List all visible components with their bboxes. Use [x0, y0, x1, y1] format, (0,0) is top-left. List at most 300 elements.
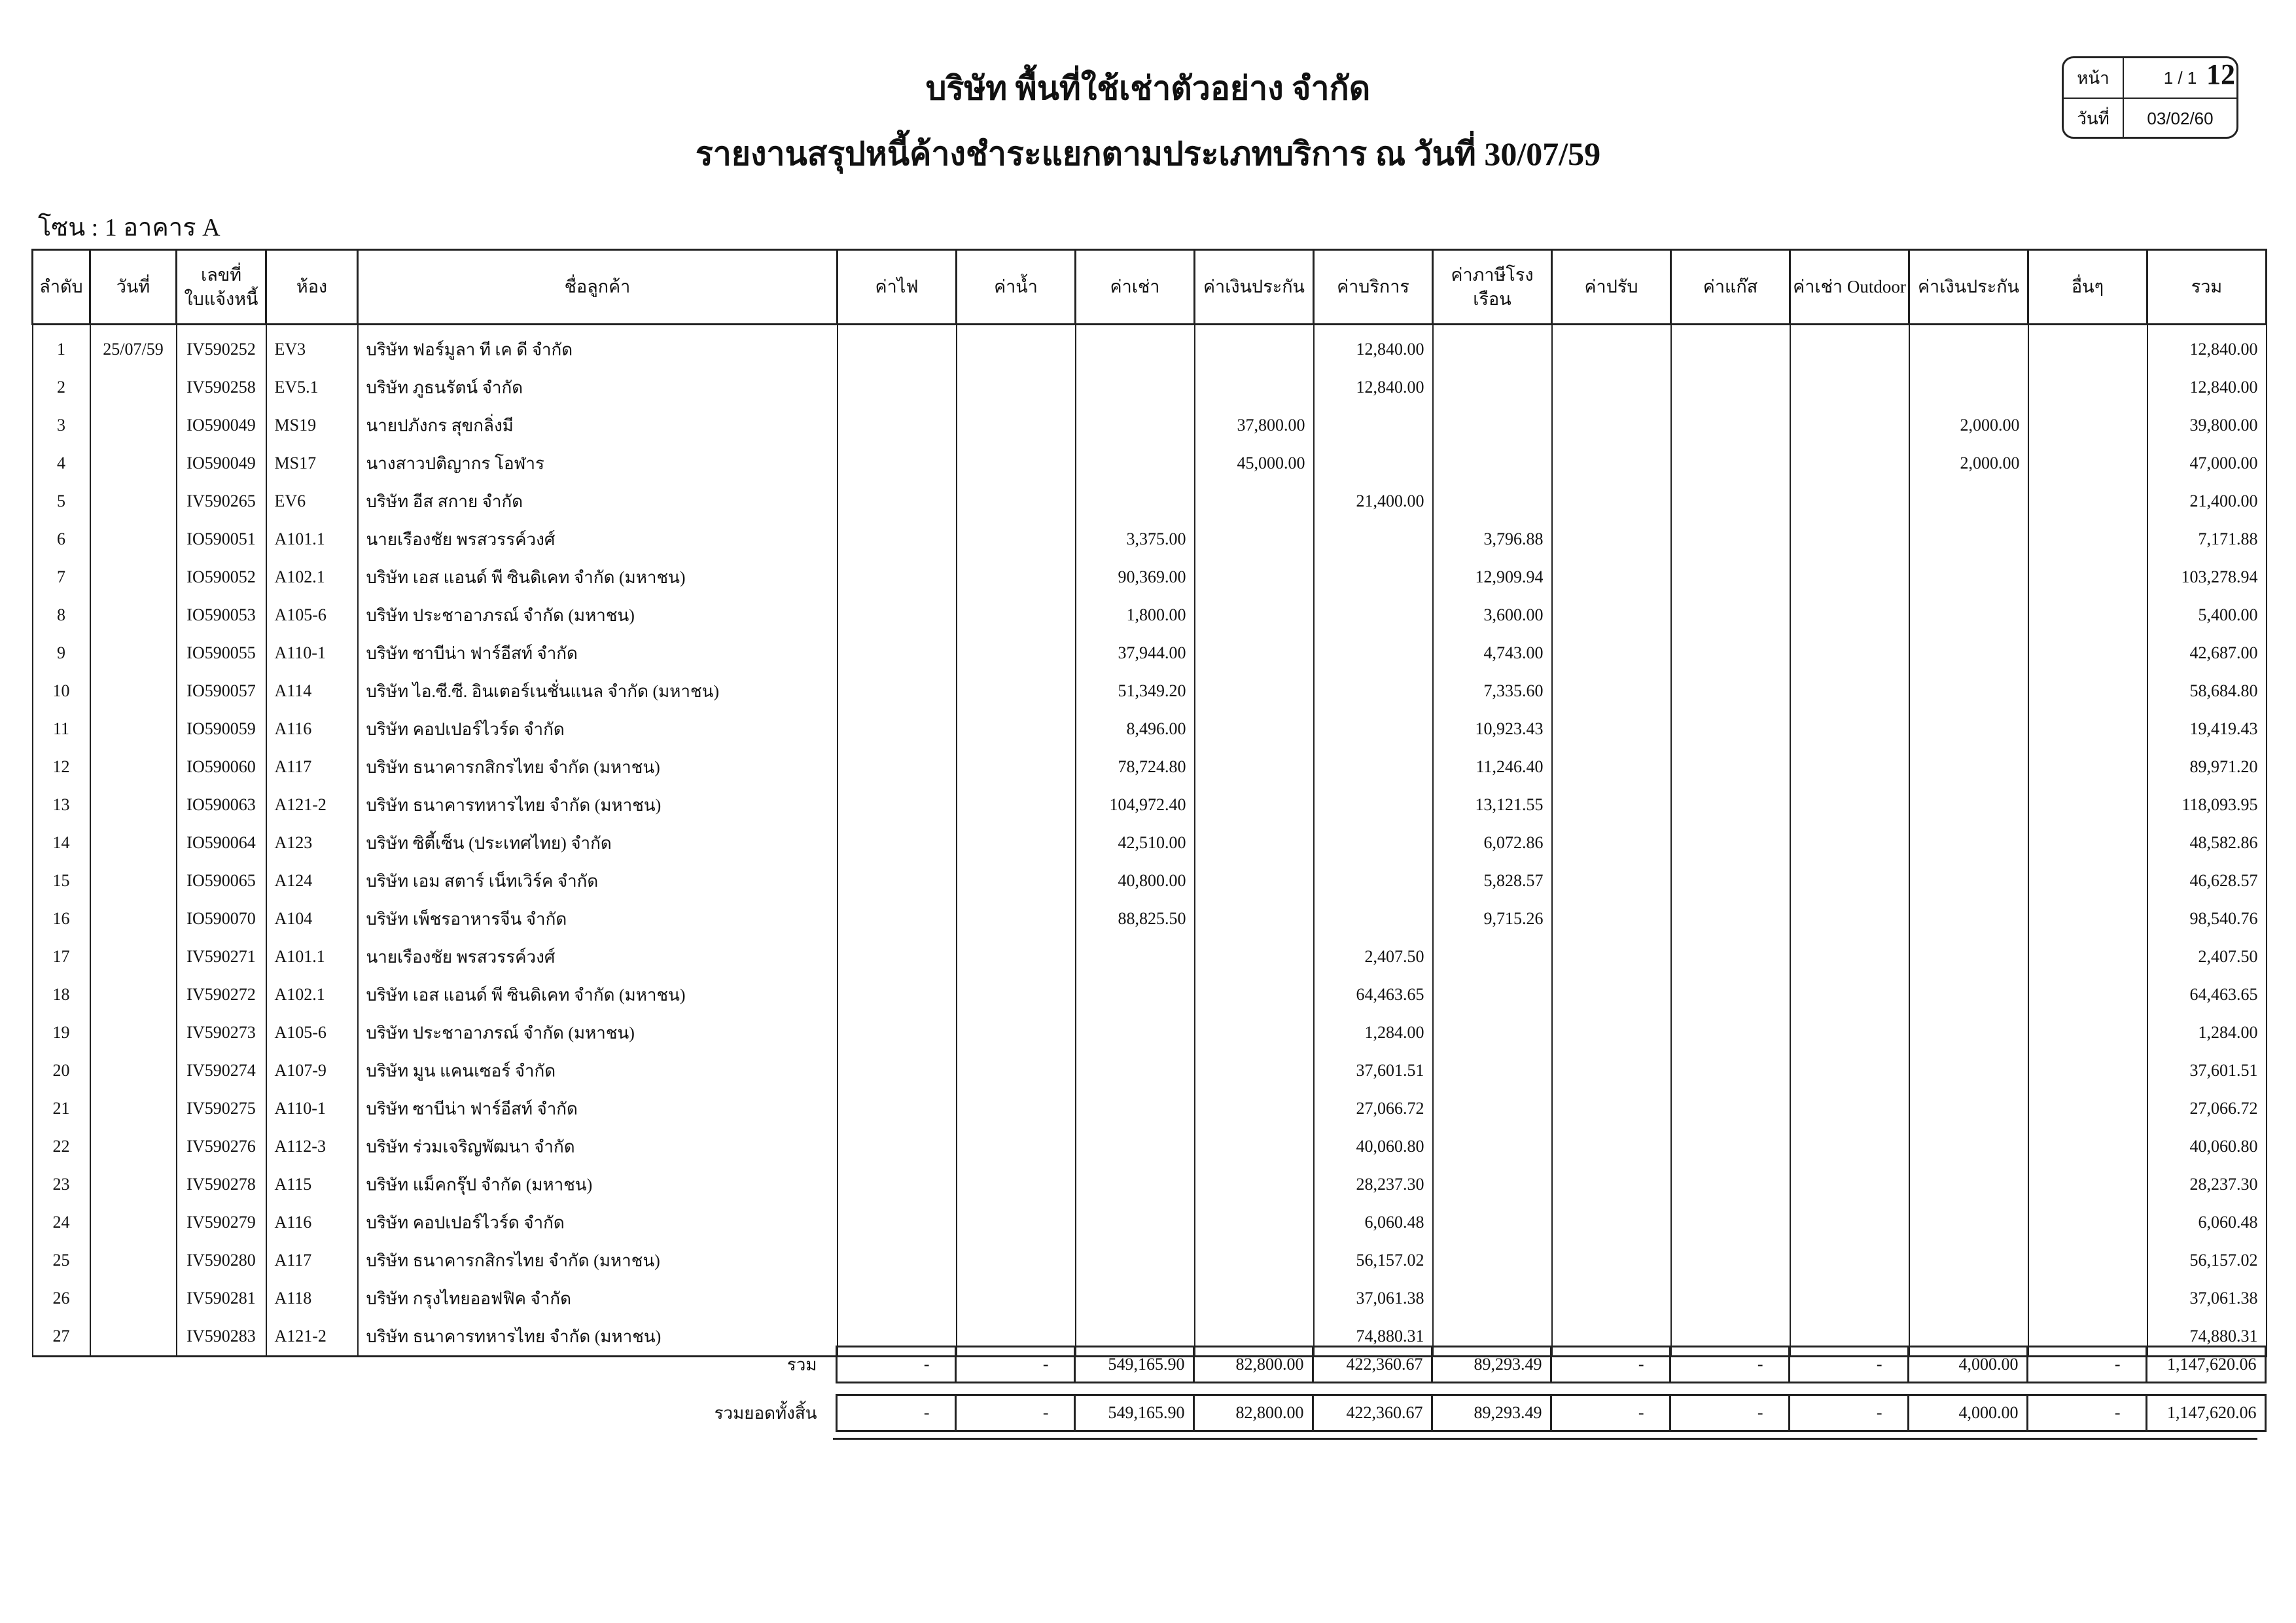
row-no: 25: [33, 1241, 90, 1279]
row-doc-no: IO590055: [177, 634, 266, 672]
row-rent: 88,825.50: [1076, 900, 1195, 938]
row-date: [90, 1204, 177, 1241]
row-customer: บริษัท เอส แอนด์ พี ซินดิเคท จำกัด (มหาชน): [358, 558, 838, 596]
row-date: [90, 1090, 177, 1128]
row-service: [1314, 824, 1433, 862]
row-rent: 42,510.00: [1076, 824, 1195, 862]
row-deposit-2: [1909, 520, 2028, 558]
row-customer: นายเรืองชัย พรสวรรค์วงศ์: [358, 938, 838, 976]
row-electricity: [838, 368, 957, 406]
row-property-tax: 6,072.86: [1433, 824, 1552, 862]
row-other: [2028, 1279, 2147, 1317]
row-other: [2028, 824, 2147, 862]
row-customer: บริษัท ภูธนรัตน์ จำกัด: [358, 368, 838, 406]
row-service: [1314, 862, 1433, 900]
row-date: [90, 710, 177, 748]
table-row: [33, 558, 2267, 596]
date-row: [2064, 99, 2236, 138]
row-doc-no: IO590070: [177, 900, 266, 938]
row-electricity: [838, 1166, 957, 1204]
grand-total-outdoor-rent: -: [1789, 1395, 1908, 1431]
row-gas: [1671, 710, 1790, 748]
row-room: A110-1: [266, 1090, 358, 1128]
row-deposit: [1195, 596, 1314, 634]
row-no: 15: [33, 862, 90, 900]
row-no: 18: [33, 976, 90, 1014]
row-fine: [1552, 1204, 1671, 1241]
row-doc-no: IV590272: [177, 976, 266, 1014]
row-no: 6: [33, 520, 90, 558]
row-room: A105-6: [266, 596, 358, 634]
col-rent: ค่าเช่า: [1076, 250, 1195, 325]
row-rent: 40,800.00: [1076, 862, 1195, 900]
row-no: 14: [33, 824, 90, 862]
row-deposit: [1195, 482, 1314, 520]
row-water: [957, 325, 1076, 369]
row-water: [957, 1052, 1076, 1090]
row-deposit-2: [1909, 748, 2028, 786]
row-customer: นายเรืองชัย พรสวรรค์วงศ์: [358, 520, 838, 558]
row-room: A121-2: [266, 1317, 358, 1357]
row-service: [1314, 748, 1433, 786]
row-deposit: [1195, 634, 1314, 672]
row-deposit: [1195, 672, 1314, 710]
row-rent: [1076, 406, 1195, 444]
row-date: [90, 900, 177, 938]
row-total: 6,060.48: [2147, 1204, 2267, 1241]
grand-total-deposit-2: 4,000.00: [1908, 1395, 2027, 1431]
row-electricity: [838, 710, 957, 748]
row-property-tax: [1433, 325, 1552, 369]
row-gas: [1671, 1128, 1790, 1166]
row-total: 12,840.00: [2147, 368, 2267, 406]
row-no: 27: [33, 1317, 90, 1357]
row-other: [2028, 1014, 2147, 1052]
row-date: [90, 634, 177, 672]
row-date: [90, 520, 177, 558]
row-service: 64,463.65: [1314, 976, 1433, 1014]
row-property-tax: 9,715.26: [1433, 900, 1552, 938]
row-room: MS19: [266, 406, 358, 444]
row-deposit: [1195, 1279, 1314, 1317]
row-doc-no: IO590059: [177, 710, 266, 748]
row-no: 21: [33, 1090, 90, 1128]
row-fine: [1552, 1014, 1671, 1052]
row-doc-no: IV590283: [177, 1317, 266, 1357]
row-deposit-2: [1909, 558, 2028, 596]
row-gas: [1671, 862, 1790, 900]
debt-table: [31, 249, 2267, 1357]
col-fine: ค่าปรับ: [1552, 250, 1671, 325]
row-date: [90, 482, 177, 520]
row-deposit-2: [1909, 596, 2028, 634]
row-other: [2028, 520, 2147, 558]
row-outdoor-rent: [1790, 596, 1909, 634]
col-service: ค่าบริการ: [1314, 250, 1433, 325]
row-total: 12,840.00: [2147, 325, 2267, 369]
row-water: [957, 976, 1076, 1014]
row-deposit: [1195, 748, 1314, 786]
row-rent: [1076, 1014, 1195, 1052]
subtotal-water: -: [955, 1347, 1074, 1383]
row-electricity: [838, 444, 957, 482]
row-doc-no: IO590065: [177, 862, 266, 900]
table-row: [33, 368, 2267, 406]
row-deposit: 37,800.00: [1195, 406, 1314, 444]
row-water: [957, 1241, 1076, 1279]
row-gas: [1671, 824, 1790, 862]
row-gas: [1671, 368, 1790, 406]
row-customer: บริษัท ประชาอาภรณ์ จำกัด (มหาชน): [358, 1014, 838, 1052]
row-deposit: [1195, 1241, 1314, 1279]
row-outdoor-rent: [1790, 1090, 1909, 1128]
table-header-row: [33, 250, 2267, 325]
row-fine: [1552, 558, 1671, 596]
row-other: [2028, 368, 2147, 406]
row-electricity: [838, 900, 957, 938]
row-total: 37,601.51: [2147, 1052, 2267, 1090]
row-rent: [1076, 444, 1195, 482]
row-property-tax: [1433, 976, 1552, 1014]
row-deposit-2: [1909, 1279, 2028, 1317]
row-doc-no: IV590274: [177, 1052, 266, 1090]
row-total: 58,684.80: [2147, 672, 2267, 710]
row-service: 37,601.51: [1314, 1052, 1433, 1090]
row-service: 12,840.00: [1314, 325, 1433, 369]
row-no: 3: [33, 406, 90, 444]
subtotal-total: 1,147,620.06: [2146, 1347, 2265, 1383]
row-water: [957, 558, 1076, 596]
row-fine: [1552, 976, 1671, 1014]
grand-total-electricity: -: [836, 1395, 955, 1431]
row-customer: บริษัท แม็คกรุ๊ป จำกัด (มหาชน): [358, 1166, 838, 1204]
row-water: [957, 1014, 1076, 1052]
row-fine: [1552, 325, 1671, 369]
row-other: [2028, 1241, 2147, 1279]
row-electricity: [838, 1052, 957, 1090]
row-no: 17: [33, 938, 90, 976]
row-outdoor-rent: [1790, 900, 1909, 938]
row-electricity: [838, 634, 957, 672]
row-customer: บริษัท อีส สกาย จำกัด: [358, 482, 838, 520]
row-doc-no: IO590064: [177, 824, 266, 862]
row-date: [90, 786, 177, 824]
row-other: [2028, 672, 2147, 710]
row-room: A110-1: [266, 634, 358, 672]
row-no: 2: [33, 368, 90, 406]
row-no: 22: [33, 1128, 90, 1166]
row-deposit-2: [1909, 900, 2028, 938]
row-fine: [1552, 1166, 1671, 1204]
row-water: [957, 634, 1076, 672]
table-row: [33, 900, 2267, 938]
row-electricity: [838, 1128, 957, 1166]
row-property-tax: [1433, 406, 1552, 444]
row-total: 42,687.00: [2147, 634, 2267, 672]
row-customer: บริษัท ฟอร์มูลา ที เค ดี จำกัด: [358, 325, 838, 369]
row-property-tax: [1433, 1052, 1552, 1090]
row-rent: [1076, 938, 1195, 976]
row-deposit: [1195, 1014, 1314, 1052]
row-water: [957, 596, 1076, 634]
table-row: [33, 1204, 2267, 1241]
row-other: [2028, 1128, 2147, 1166]
page-number-large: 12: [2206, 58, 2235, 90]
row-doc-no: IO590052: [177, 558, 266, 596]
row-room: A114: [266, 672, 358, 710]
grand-total-service: 422,360.67: [1313, 1395, 1432, 1431]
row-other: [2028, 1090, 2147, 1128]
row-doc-no: IO590053: [177, 596, 266, 634]
row-property-tax: [1433, 1128, 1552, 1166]
row-total: 47,000.00: [2147, 444, 2267, 482]
row-room: A105-6: [266, 1014, 358, 1052]
row-total: 7,171.88: [2147, 520, 2267, 558]
table-row: [33, 444, 2267, 482]
row-room: A112-3: [266, 1128, 358, 1166]
col-room: ห้อง: [266, 250, 358, 325]
row-deposit-2: [1909, 1166, 2028, 1204]
row-customer: บริษัท ซาบีน่า ฟาร์อีสท์ จำกัด: [358, 1090, 838, 1128]
row-rent: [1076, 482, 1195, 520]
row-electricity: [838, 672, 957, 710]
row-date: [90, 1052, 177, 1090]
subtotal-electricity: -: [836, 1347, 955, 1383]
row-outdoor-rent: [1790, 1241, 1909, 1279]
row-deposit: [1195, 976, 1314, 1014]
row-doc-no: IV590278: [177, 1166, 266, 1204]
col-customer: ชื่อลูกค้า: [358, 250, 838, 325]
row-rent: 1,800.00: [1076, 596, 1195, 634]
table-row: [33, 1166, 2267, 1204]
row-rent: [1076, 1052, 1195, 1090]
row-total: 46,628.57: [2147, 862, 2267, 900]
row-water: [957, 444, 1076, 482]
print-date: 03/02/60: [2147, 109, 2214, 128]
row-customer: นายปภังกร สุขกลิ่งมี: [358, 406, 838, 444]
row-deposit-2: 2,000.00: [1909, 406, 2028, 444]
row-date: [90, 1241, 177, 1279]
table-row: [33, 938, 2267, 976]
row-property-tax: [1433, 1090, 1552, 1128]
col-doc-no-line2: ใบแจ้งหนี้: [184, 289, 258, 309]
row-date: [90, 1279, 177, 1317]
row-total: 103,278.94: [2147, 558, 2267, 596]
row-deposit: [1195, 520, 1314, 558]
grand-total-property-tax: 89,293.49: [1432, 1395, 1551, 1431]
row-customer: บริษัท เอส แอนด์ พี ซินดิเคท จำกัด (มหาชน): [358, 976, 838, 1014]
row-property-tax: 3,600.00: [1433, 596, 1552, 634]
row-rent: [1076, 1241, 1195, 1279]
row-outdoor-rent: [1790, 634, 1909, 672]
row-water: [957, 862, 1076, 900]
row-deposit-2: [1909, 824, 2028, 862]
row-no: 19: [33, 1014, 90, 1052]
row-service: 12,840.00: [1314, 368, 1433, 406]
row-doc-no: IV590280: [177, 1241, 266, 1279]
row-doc-no: IV590258: [177, 368, 266, 406]
subtotal-deposit-2: 4,000.00: [1908, 1347, 2027, 1383]
row-electricity: [838, 1241, 957, 1279]
page-label: หน้า: [2064, 58, 2124, 98]
row-water: [957, 710, 1076, 748]
grand-total-row: [31, 1394, 2267, 1432]
row-deposit-2: [1909, 710, 2028, 748]
row-service: [1314, 900, 1433, 938]
row-no: 26: [33, 1279, 90, 1317]
row-total: 48,582.86: [2147, 824, 2267, 862]
row-gas: [1671, 406, 1790, 444]
row-customer: บริษัท ซาบีน่า ฟาร์อีสท์ จำกัด: [358, 634, 838, 672]
row-deposit: [1195, 786, 1314, 824]
row-outdoor-rent: [1790, 976, 1909, 1014]
grand-total-fine: -: [1551, 1395, 1670, 1431]
row-total: 89,971.20: [2147, 748, 2267, 786]
row-rent: [1076, 976, 1195, 1014]
row-service: [1314, 558, 1433, 596]
row-deposit: [1195, 1166, 1314, 1204]
row-other: [2028, 748, 2147, 786]
row-deposit-2: [1909, 1014, 2028, 1052]
row-service: 40,060.80: [1314, 1128, 1433, 1166]
col-other: อื่นๆ: [2028, 250, 2147, 325]
row-outdoor-rent: [1790, 1128, 1909, 1166]
row-fine: [1552, 634, 1671, 672]
subtotal-other: -: [2027, 1347, 2146, 1383]
row-total: 5,400.00: [2147, 596, 2267, 634]
row-room: EV5.1: [266, 368, 358, 406]
row-doc-no: IV590276: [177, 1128, 266, 1166]
row-gas: [1671, 1166, 1790, 1204]
row-electricity: [838, 748, 957, 786]
col-no: ลำดับ: [33, 250, 90, 325]
row-service: 1,284.00: [1314, 1014, 1433, 1052]
row-deposit-2: [1909, 1090, 2028, 1128]
subtotal-rent: 549,165.90: [1074, 1347, 1193, 1383]
subtotal-label: รวม: [786, 1355, 817, 1374]
row-gas: [1671, 596, 1790, 634]
row-water: [957, 482, 1076, 520]
row-water: [957, 748, 1076, 786]
row-service: 27,066.72: [1314, 1090, 1433, 1128]
row-date: [90, 938, 177, 976]
company-name: บริษัท พื้นที่ใช้เช่าตัวอย่าง จำกัด: [925, 70, 1371, 107]
row-service: [1314, 520, 1433, 558]
row-no: 20: [33, 1052, 90, 1090]
row-other: [2028, 1166, 2147, 1204]
row-rent: [1076, 1279, 1195, 1317]
row-total: 98,540.76: [2147, 900, 2267, 938]
row-total: 27,066.72: [2147, 1090, 2267, 1128]
subtotal-service: 422,360.67: [1313, 1347, 1432, 1383]
row-customer: บริษัท คอปเปอร์ไวร์ด จำกัด: [358, 710, 838, 748]
row-deposit-2: [1909, 1204, 2028, 1241]
row-electricity: [838, 938, 957, 976]
row-deposit-2: [1909, 482, 2028, 520]
row-date: [90, 406, 177, 444]
row-room: A101.1: [266, 938, 358, 976]
col-water: ค่าน้ำ: [957, 250, 1076, 325]
row-deposit: [1195, 710, 1314, 748]
row-other: [2028, 482, 2147, 520]
subtotal-fine: -: [1551, 1347, 1670, 1383]
report-title: รายงานสรุปหนี้ค้างชำระแยกตามประเภทบริการ ณ วันที่ 30/07/59: [695, 135, 1601, 172]
row-total: 74,880.31: [2147, 1317, 2267, 1357]
row-room: A102.1: [266, 976, 358, 1014]
row-no: 10: [33, 672, 90, 710]
grand-total-double-underline: [833, 1438, 2257, 1444]
row-other: [2028, 900, 2147, 938]
row-date: [90, 672, 177, 710]
row-fine: [1552, 520, 1671, 558]
subtotal-property-tax: 89,293.49: [1432, 1347, 1551, 1383]
table-row: [33, 1128, 2267, 1166]
row-water: [957, 672, 1076, 710]
row-room: EV6: [266, 482, 358, 520]
row-room: A117: [266, 748, 358, 786]
row-electricity: [838, 862, 957, 900]
row-customer: บริษัท คอปเปอร์ไวร์ด จำกัด: [358, 1204, 838, 1241]
row-water: [957, 1166, 1076, 1204]
row-deposit-2: [1909, 862, 2028, 900]
row-customer: บริษัท ธนาคารกสิกรไทย จำกัด (มหาชน): [358, 1241, 838, 1279]
row-doc-no: IO590049: [177, 406, 266, 444]
row-property-tax: [1433, 1166, 1552, 1204]
row-fine: [1552, 596, 1671, 634]
row-electricity: [838, 406, 957, 444]
row-property-tax: [1433, 444, 1552, 482]
row-total: 21,400.00: [2147, 482, 2267, 520]
row-doc-no: IV590252: [177, 325, 266, 369]
row-deposit: [1195, 900, 1314, 938]
row-outdoor-rent: [1790, 368, 1909, 406]
zone-label: โซน : 1 อาคาร A: [38, 214, 221, 241]
row-date: [90, 862, 177, 900]
row-fine: [1552, 710, 1671, 748]
row-customer: บริษัท ร่วมเจริญพัฒนา จำกัด: [358, 1128, 838, 1166]
row-no: 9: [33, 634, 90, 672]
row-electricity: [838, 596, 957, 634]
row-other: [2028, 710, 2147, 748]
row-fine: [1552, 444, 1671, 482]
row-doc-no: IO590051: [177, 520, 266, 558]
row-doc-no: IV590281: [177, 1279, 266, 1317]
row-customer: บริษัท ซิตี้เซ็น (ประเทศไทย) จำกัด: [358, 824, 838, 862]
row-date: [90, 1128, 177, 1166]
grand-total-label: รวมยอดทั้งสิ้น: [714, 1403, 817, 1423]
row-date: 25/07/59: [90, 325, 177, 369]
row-deposit-2: [1909, 672, 2028, 710]
col-deposit-2: ค่าเงินประกัน: [1909, 250, 2028, 325]
row-service: [1314, 710, 1433, 748]
row-rent: 51,349.20: [1076, 672, 1195, 710]
table-row: [33, 1241, 2267, 1279]
row-room: A118: [266, 1279, 358, 1317]
row-property-tax: [1433, 1204, 1552, 1241]
table-row: [33, 862, 2267, 900]
row-doc-no: IV590265: [177, 482, 266, 520]
row-outdoor-rent: [1790, 1014, 1909, 1052]
row-property-tax: [1433, 938, 1552, 976]
row-property-tax: [1433, 368, 1552, 406]
row-deposit: [1195, 558, 1314, 596]
row-gas: [1671, 444, 1790, 482]
row-deposit: [1195, 1204, 1314, 1241]
row-customer: บริษัท กรุงไทยออฟฟิค จำกัด: [358, 1279, 838, 1317]
row-doc-no: IO590057: [177, 672, 266, 710]
row-electricity: [838, 558, 957, 596]
row-no: 11: [33, 710, 90, 748]
